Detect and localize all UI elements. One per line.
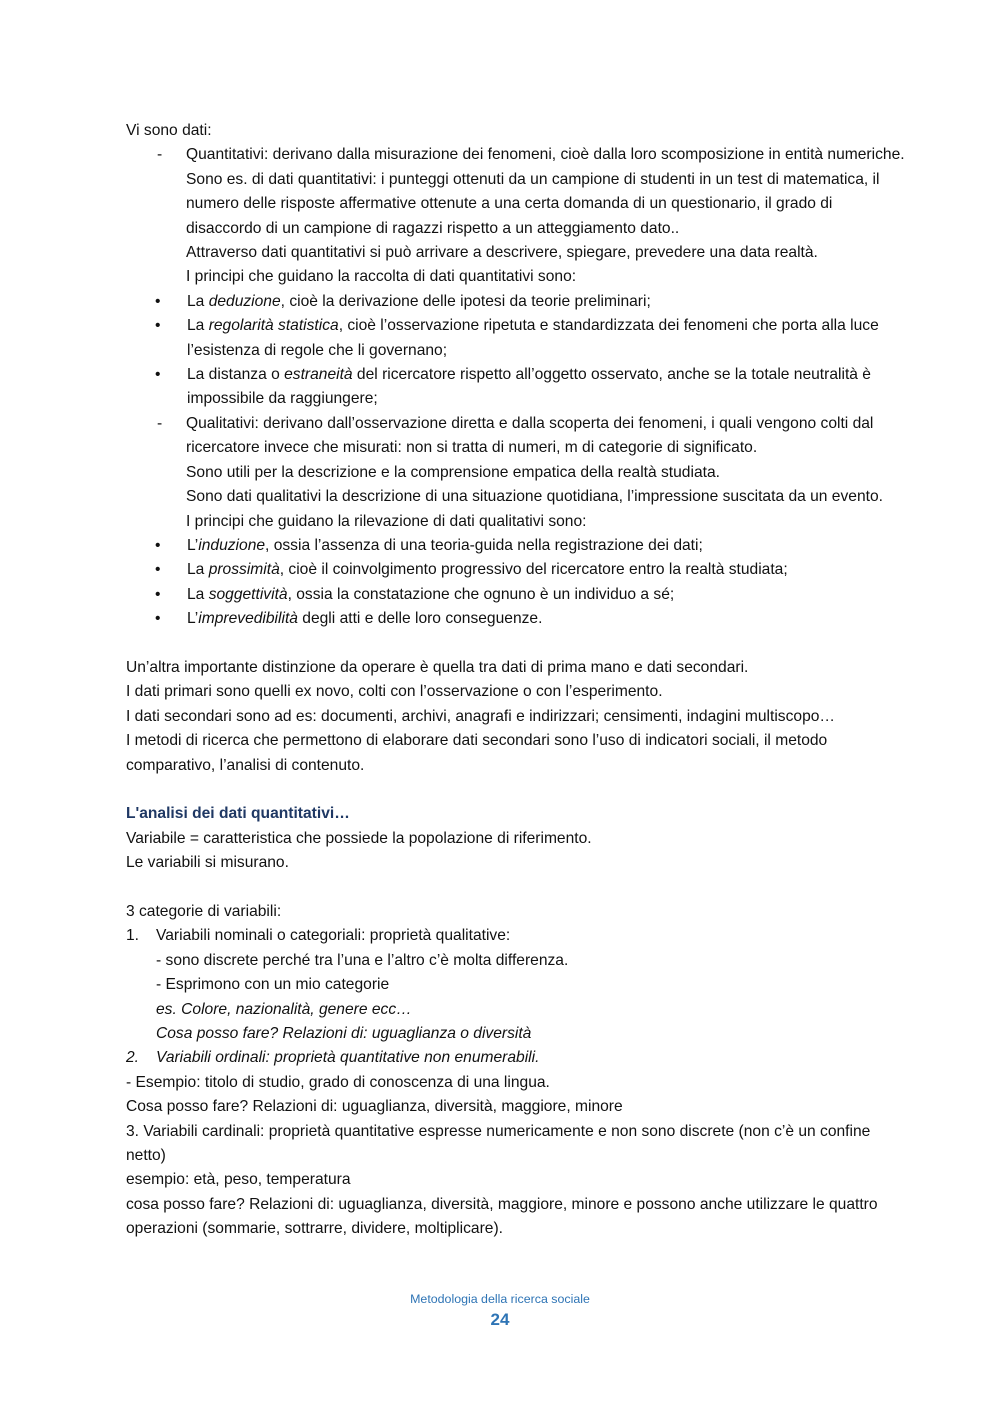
list-item: • La distanza o estraneità del ricercatore rispetto all’oggetto osservato, anche se la totale neutralità è impossibile da raggiungere; [126,363,906,412]
category-sub: - Esprimono con un mio categorie [156,976,390,994]
category-cardinali-title: 3. Variabili cardinali: proprietà quantitative espresse numericamente e non sono discrete (non c’è un confine netto) [126,1122,871,1165]
qualitativi-principles-list [126,534,906,632]
list-item: • La soggettività, ossia la constatazione che ognuno è un individuo a sé; [126,583,906,607]
list-item: • L’induzione, ossia l’assenza di una teoria-guida nella registrazione dei dati; [126,534,906,558]
intro-line: Vi sono dati: [126,122,212,139]
metodi-line: I metodi di ricerca che permettono di elaborare dati secondari sono l’uso di indicatori sociali, il metodo comparativo, l’analisi di contenuto. [126,732,828,774]
qualitativi-usefulness: Sono utili per la descrizione e la comprensione empatica della realtà studiata. [186,463,720,481]
category-sub: - sono discrete perché tra l’una e l’altro c’è molta differenza. [156,951,569,969]
bullet-marker: • [155,561,161,579]
category-example: esempio: età, peso, temperatura [126,1171,351,1189]
list-item-qualitativi [126,412,906,534]
variabile-measure: Le variabili si misurano. [126,854,289,872]
section-heading: L'analisi dei dati quantitativi… [126,805,350,823]
category-title: Variabili nominali o categoriali: proprietà qualitative: [156,927,511,945]
qualitativi-examples: Sono dati qualitativi la descrizione di una situazione quotidiana, l’impressione suscitata da un evento. [186,488,883,506]
dash-marker: - [157,146,163,164]
bullet-marker: • [155,366,161,384]
dati-primari-line: I dati primari sono quelli ex novo, colti con l’osservazione o con l’esperimento. [126,683,663,701]
category-question: Cosa posso fare? Relazioni di: uguaglianza, diversità, maggiore, minore [126,1098,623,1116]
list-item-quantitativi [126,143,906,289]
quantitativi-purpose: Attraverso dati quantitativi si può arrivare a descrivere, spiegare, prevedere una data realtà. [186,244,818,262]
dati-secondari-line: I dati secondari sono ad es: documenti, archivi, anagrafi e indirizzari; censimenti, indagini multiscopo… [126,707,836,725]
paragraph-gap [126,876,906,900]
variabile-definition: Variabile = caratteristica che possiede la popolazione di riferimento. [126,829,592,847]
category-title: Variabili ordinali: proprietà quantitative non enumerabili. [156,1049,540,1067]
distinzione-line: Un’altra importante distinzione da operare è quella tra dati di prima mano e dati secondari. [126,658,749,676]
category-question: cosa posso fare? Relazioni di: uguaglianza, diversità, maggiore, minore e possono anche utilizzare le quattro operazioni (sommarie, sottrarre, dividere, moltiplicare). [126,1195,878,1238]
paragraph-gap [126,632,906,656]
category-example: - Esempio: titolo di studio, grado di conoscenza di una lingua. [126,1073,550,1091]
quantitativi-principles-list [126,290,906,412]
bullet-marker: • [155,585,161,603]
page-body [126,119,906,1242]
number-marker: 2. [126,1049,140,1067]
number-marker: 1. [126,927,140,945]
list-item: • La regolarità statistica, cioè l’osservazione ripetuta e standardizzata dei fenomeni che porta alla luce l’esistenza di regole che li governano; [126,314,906,363]
category-nominali [126,924,906,1046]
quantitativi-principles-intro: I principi che guidano la raccolta di dati quantitativi sono: [186,268,577,286]
paragraph-gap [126,778,906,802]
page-number: 24 [490,1310,510,1329]
quantitativi-definition: Quantitativi: derivano dalla misurazione dei fenomeni, cioè dalla loro scomposizione in entità numeriche. Sono es. di dati quantitativi: i punteggi ottenuti da un campione di studenti in un test di matematica, il numero delle risposte affermative ottenute a una certa domanda di un questionario, il grado di disaccordo di un campione di ragazzi rispetto a un atteggiamento dato.. [186,146,905,237]
list-item: • La prossimità, cioè il coinvolgimento progressivo del ricercatore entro la realtà studiata; [126,558,906,582]
category-question: Cosa posso fare? Relazioni di: uguaglianza o diversità [156,1024,532,1042]
bullet-marker: • [155,317,161,335]
list-item: • La deduzione, cioè la derivazione delle ipotesi da teorie preliminari; [126,290,906,314]
bullet-marker: • [155,292,161,310]
bullet-marker: • [155,536,161,554]
categorie-intro: 3 categorie di variabili: [126,902,282,920]
qualitativi-principles-intro: I principi che guidano la rilevazione di dati qualitativi sono: [186,512,587,530]
category-ordinali [126,1046,906,1070]
list-item: • L’imprevedibilità degli atti e delle loro conseguenze. [126,607,906,631]
category-example: es. Colore, nazionalità, genere ecc… [156,1000,412,1018]
dash-marker: - [157,414,163,432]
footer-title: Metodologia della ricerca sociale [410,1292,590,1306]
qualitativi-definition: Qualitativi: derivano dall’osservazione diretta e dalla scoperta dei fenomeni, i quali vengono colti dal ricercatore invece che misurati: non si tratta di numeri, m di categorie di significato. [186,414,874,457]
bullet-marker: • [155,610,161,628]
